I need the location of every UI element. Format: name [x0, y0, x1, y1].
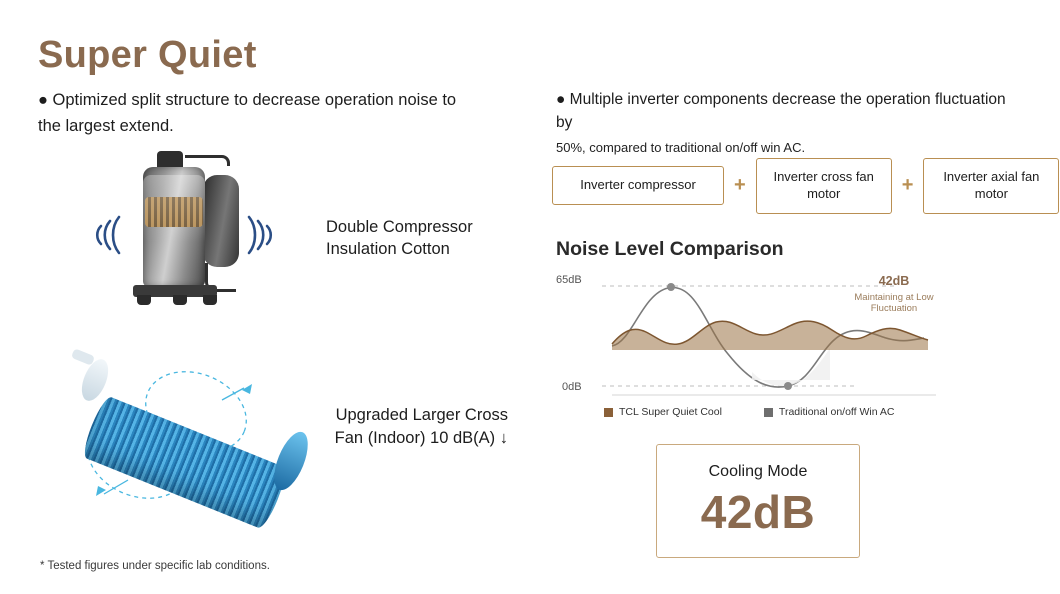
noise-level-chart: [556, 268, 956, 398]
cooling-mode-label: Cooling Mode: [708, 463, 808, 480]
cross-fan-illustration: [46, 350, 326, 520]
annotation-value: 42dB: [878, 274, 910, 288]
legend-swatch-tcl: [604, 408, 613, 417]
footnote: * Tested figures under specific lab conditions.: [40, 560, 270, 572]
cooling-mode-value: 42dB: [700, 486, 816, 538]
legend-item-traditional: [764, 406, 895, 418]
sound-wave-left-icon: [89, 207, 123, 263]
compressor-pipe-top: [185, 155, 230, 166]
plus-sign-2: +: [901, 174, 914, 197]
compressor-caption: Double Compressor Insulation Cotton: [326, 218, 473, 259]
chip-inverter-compressor: Inverter compressor: [552, 166, 724, 205]
annotation-note: Maintaining at Low Fluctuation: [854, 292, 934, 314]
compressor-illustration: [85, 145, 315, 325]
legend-item-tcl: [604, 406, 722, 418]
page-title: Super Quiet: [38, 34, 257, 76]
plus-sign-1: +: [734, 174, 746, 197]
compressor-foot: [173, 295, 187, 305]
cooling-mode-card: [656, 444, 860, 558]
chart-legend: [604, 406, 894, 418]
right-intro-text: [556, 88, 1016, 157]
left-intro-text: ● Optimized split structure to decrease operation noise to the largest extend.: [38, 91, 457, 135]
chart-title: Noise Level Comparison: [556, 238, 784, 260]
y-axis-label-min: 0dB: [562, 381, 582, 393]
right-intro-main: ● Multiple inverter components decrease the operation fluctuation by: [556, 91, 1006, 132]
inverter-components-row: [552, 158, 1059, 214]
compressor-foot: [203, 295, 217, 305]
compressor-accumulator: [203, 175, 239, 267]
legend-label-traditional: Traditional on/off Win AC: [778, 406, 895, 418]
compressor-foot: [137, 295, 151, 305]
chip-inverter-cross-fan-motor: Inverter cross fan motor: [756, 158, 892, 214]
sound-wave-right-icon: [245, 207, 279, 263]
legend-label-tcl: TCL Super Quiet Cool: [619, 406, 722, 418]
chip-inverter-axial-fan-motor: Inverter axial fan motor: [923, 158, 1059, 214]
chart-annotation: [832, 272, 956, 314]
y-axis-label-max: 65dB: [556, 274, 582, 286]
compressor-highlight: [143, 175, 205, 287]
legend-swatch-traditional: [764, 408, 773, 417]
cross-fan-caption: Upgraded Larger Cross Fan (Indoor) 10 dB(A) ↓: [334, 406, 508, 448]
right-intro-sub: 50%, compared to traditional on/off win AC.: [556, 139, 806, 155]
